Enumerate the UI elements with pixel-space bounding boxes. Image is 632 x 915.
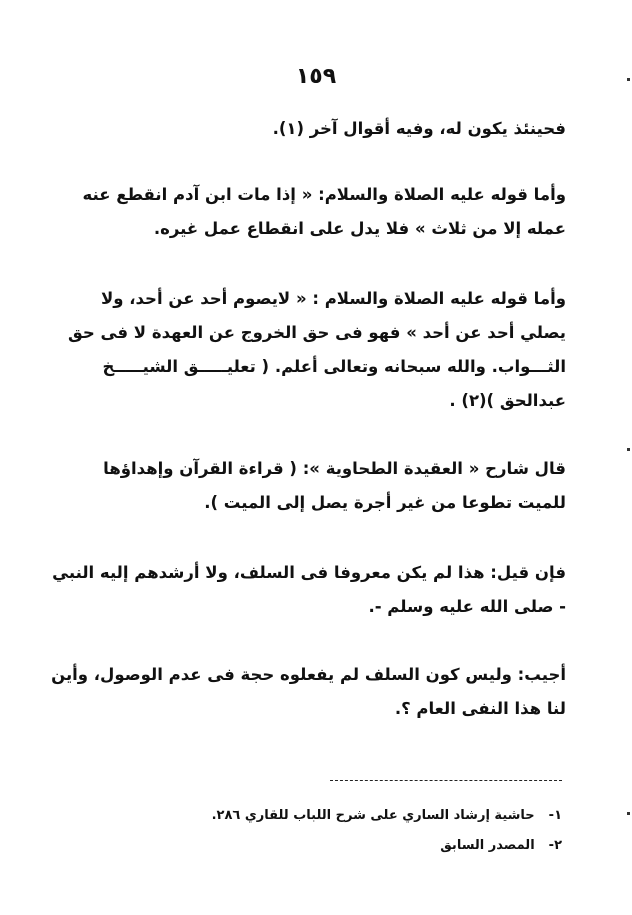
paragraph-line: لنا هذا النفى العام ؟. (394, 699, 566, 718)
footnote-number: ٢- (548, 838, 562, 853)
footnote-text: المصدر السابق (440, 838, 535, 853)
paragraph-line: أجيب: وليس كون السلف لم يفعلوه حجة فى عدم الوصول، وأين (51, 665, 566, 684)
paragraph-line: وأما قوله عليه الصلاة والسلام : « لايصوم أحد عن أحد، ولا (100, 289, 566, 308)
paragraph-line: عبدالحق )(٢) . (449, 391, 566, 410)
paragraph-line: وأما قوله عليه الصلاة والسلام: « إذا مات ابن آدم انقطع عنه (82, 185, 566, 204)
footnote-text: حاشية إرشاد الساري على شرح اللباب للقاري ٢٨٦. (211, 808, 535, 823)
paragraph-4 (40, 452, 566, 520)
paragraph-line: قال شارح « العقيدة الطحاوية »: ( قراءة القرآن وإهداؤها (103, 459, 566, 478)
paragraph-line: فإن قيل: هذا لم يكن معروفا فى السلف، ولا أرشدهم إليه النبي (52, 563, 566, 582)
scan-speck (627, 448, 630, 451)
paragraph-3 (40, 282, 566, 418)
footnote-separator (330, 780, 562, 781)
scan-speck (627, 812, 630, 815)
paragraph-line: للميت تطوعا من غير أجرة يصل إلى الميت ). (204, 493, 566, 512)
page-number: ١٥٩ (295, 64, 337, 89)
paragraph-line: - صلى الله عليه وسلم -. (368, 597, 566, 616)
paragraph-5 (40, 556, 566, 624)
paragraph-line: عمله إلا من ثلاث » فلا يدل على انقطاع عمل غيره. (153, 219, 566, 238)
paragraph-2 (40, 178, 566, 246)
footnote-2 (440, 836, 562, 856)
footnote-1 (212, 806, 562, 826)
paragraph-line: فحينئذ يكون له، وفيه أقوال آخر (١). (272, 119, 566, 138)
scan-speck (627, 78, 630, 81)
paragraph-6 (40, 658, 566, 726)
footnote-number: ١- (548, 808, 562, 823)
paragraph-line: الثـــواب. والله سبحانه وتعالى أعلم. ( تعليـــــق الشيـــــخ (102, 357, 566, 376)
paragraph-line: يصلي أحد عن أحد » فهو فى حق الخروج عن العهدة لا فى حق (68, 323, 566, 342)
paragraph-1 (40, 112, 566, 146)
